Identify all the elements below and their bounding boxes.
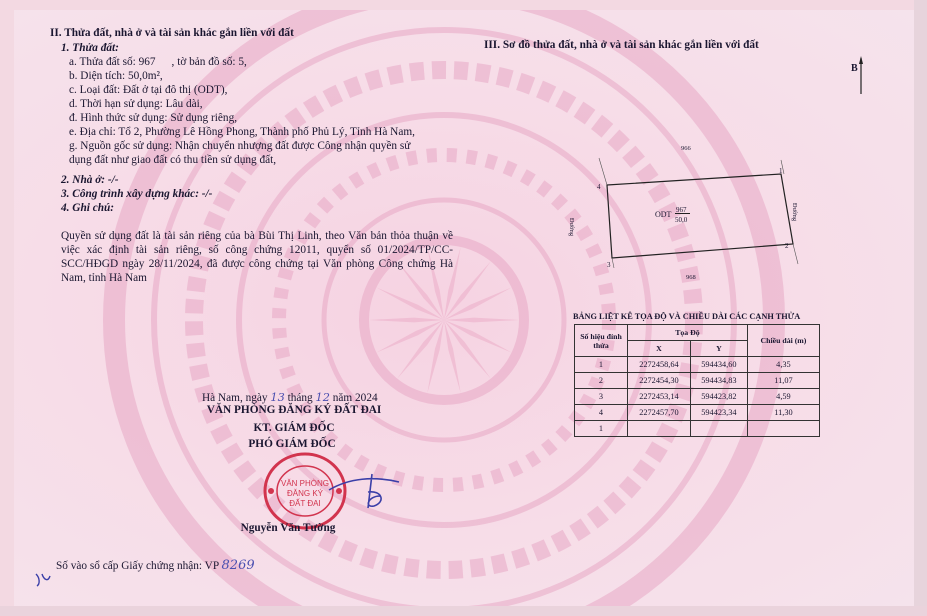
corner-3: 3 <box>607 261 611 269</box>
col-x: X <box>628 341 691 357</box>
parcel-number-text: a. Thửa đất số: 967 <box>69 56 156 68</box>
parcel-966: 966 <box>681 145 691 152</box>
section2-title: II. Thửa đất, nhà ở và tài sản khác gắn liền với đất <box>50 27 294 39</box>
corner-1: 1 <box>779 167 783 175</box>
corner-2: 2 <box>785 242 789 250</box>
cell-p: 1 <box>575 357 628 373</box>
cell-x: 2272458,64 <box>628 357 691 373</box>
svg-text:VĂN PHÒNG: VĂN PHÒNG <box>280 479 330 488</box>
table-row <box>575 405 820 421</box>
registry-label: Số vào sổ cấp Giấy chứng nhận: VP <box>56 560 219 572</box>
sign-date-a: Hà Nam, ngày <box>202 392 268 404</box>
north-label: B <box>851 63 858 74</box>
section3-title: III. Sơ đồ thửa đất, nhà ở và tài sản khác gắn liền với đất <box>484 39 759 51</box>
cell-x: 2272453,14 <box>628 389 691 405</box>
road-right: Đường <box>791 202 799 222</box>
table-row <box>575 357 820 373</box>
parcel-968: 968 <box>686 274 696 281</box>
table-row <box>575 389 820 405</box>
coord-table-title: BẢNG LIỆT KÊ TỌA ĐỘ VÀ CHIỀU DÀI CÁC CẠNH THỬA <box>573 312 801 321</box>
col-y: Y <box>690 341 747 357</box>
road-left: Đường <box>568 217 576 237</box>
cell-p: 4 <box>575 405 628 421</box>
svg-text:ĐĂNG KÝ: ĐĂNG KÝ <box>286 489 324 498</box>
notes-text: Quyền sử dụng đất là tài sản riêng của bà Bùi Thị Linh, theo Văn bản thỏa thuận về việc xác định tài sản riêng, số công chứng 12011, quyển số 01/2024/TP/CC-SCC/HĐGD ngày 28/11/2024, đã được công chứng tại Văn phòng Công chứng Hà Nam, tỉnh Hà Nam <box>61 230 453 284</box>
term-line: d. Thời hạn sử dụng: Lâu dài, <box>69 98 203 110</box>
cell-p: 1 <box>575 421 628 437</box>
page-edge-right <box>914 0 927 616</box>
area-line: b. Diện tích: 50,0m², <box>69 70 163 82</box>
cell-y: 594434,83 <box>690 373 747 389</box>
office-name: VĂN PHÒNG ĐĂNG KÝ ĐẤT ĐAI <box>206 404 382 416</box>
sign-day: 13 <box>270 391 285 404</box>
house-line: 2. Nhà ở: -/- <box>61 174 119 186</box>
cell-y <box>690 421 747 437</box>
parcel-number <box>69 55 247 69</box>
cell-len <box>747 421 819 437</box>
map-sheet-text: , tờ bản đồ số: 5, <box>171 56 247 68</box>
cell-len: 11,07 <box>747 373 819 389</box>
address-line: e. Địa chỉ: Tổ 2, Phường Lê Hồng Phong, Thành phố Phủ Lý, Tỉnh Hà Nam, <box>69 126 415 138</box>
origin-line-2: dụng đất như giao đất có thu tiền sử dụng đất, <box>69 154 277 166</box>
table-row <box>575 373 820 389</box>
coord-table <box>574 324 820 437</box>
cell-y: 594423,82 <box>690 389 747 405</box>
cell-p: 2 <box>575 373 628 389</box>
col-coord: Tọa Độ <box>628 325 748 341</box>
sign-date <box>202 391 378 405</box>
initial-mark <box>34 570 52 588</box>
notes-heading: 4. Ghi chú: <box>61 202 115 214</box>
certificate-page <box>14 10 914 606</box>
cell-p: 3 <box>575 389 628 405</box>
sign-date-b: tháng <box>287 392 313 404</box>
cell-len: 4,35 <box>747 357 819 373</box>
sign-month: 12 <box>315 391 330 404</box>
col-point: Số hiệu đỉnh thửa <box>575 325 628 357</box>
page-edge-bottom <box>0 606 927 616</box>
sign-date-c: năm 2024 <box>332 392 378 404</box>
land-heading: 1. Thửa đất: <box>61 42 119 54</box>
registry-line <box>56 559 255 573</box>
cell-len: 11,30 <box>747 405 819 421</box>
cell-x: 2272457,70 <box>628 405 691 421</box>
registry-number: 8269 <box>221 558 255 573</box>
kt-director: KT. GIÁM ĐỐC <box>253 422 335 434</box>
cell-y: 594434,60 <box>690 357 747 373</box>
construction-line: 3. Công trình xây dựng khác: -/- <box>61 188 213 200</box>
signature-scribble <box>324 468 414 513</box>
signer-name: Nguyễn Văn Tường <box>240 522 336 534</box>
usage-form-line: đ. Hình thức sử dụng: Sử dụng riêng, <box>69 112 238 124</box>
parcel-no: 967 <box>676 206 687 214</box>
cell-y: 594423,34 <box>690 405 747 421</box>
parcel-area: 50,0 <box>675 216 688 224</box>
svg-text:ĐẤT ĐAI: ĐẤT ĐAI <box>289 499 321 508</box>
parcel-map <box>568 145 834 290</box>
origin-line-1: g. Nguồn gốc sử dụng: Nhận chuyển nhượng đất được Công nhận quyền sử <box>69 140 411 152</box>
cell-x: 2272454,30 <box>628 373 691 389</box>
deputy-director: PHÓ GIÁM ĐỐC <box>248 438 336 450</box>
cell-x <box>628 421 691 437</box>
corner-4: 4 <box>597 183 601 191</box>
land-type-line: c. Loại đất: Đất ở tại đô thị (ODT), <box>69 84 228 96</box>
table-row <box>575 421 820 437</box>
parcel-type: ODT <box>655 210 672 219</box>
cell-len: 4,59 <box>747 389 819 405</box>
col-length: Chiều dài (m) <box>747 325 819 357</box>
